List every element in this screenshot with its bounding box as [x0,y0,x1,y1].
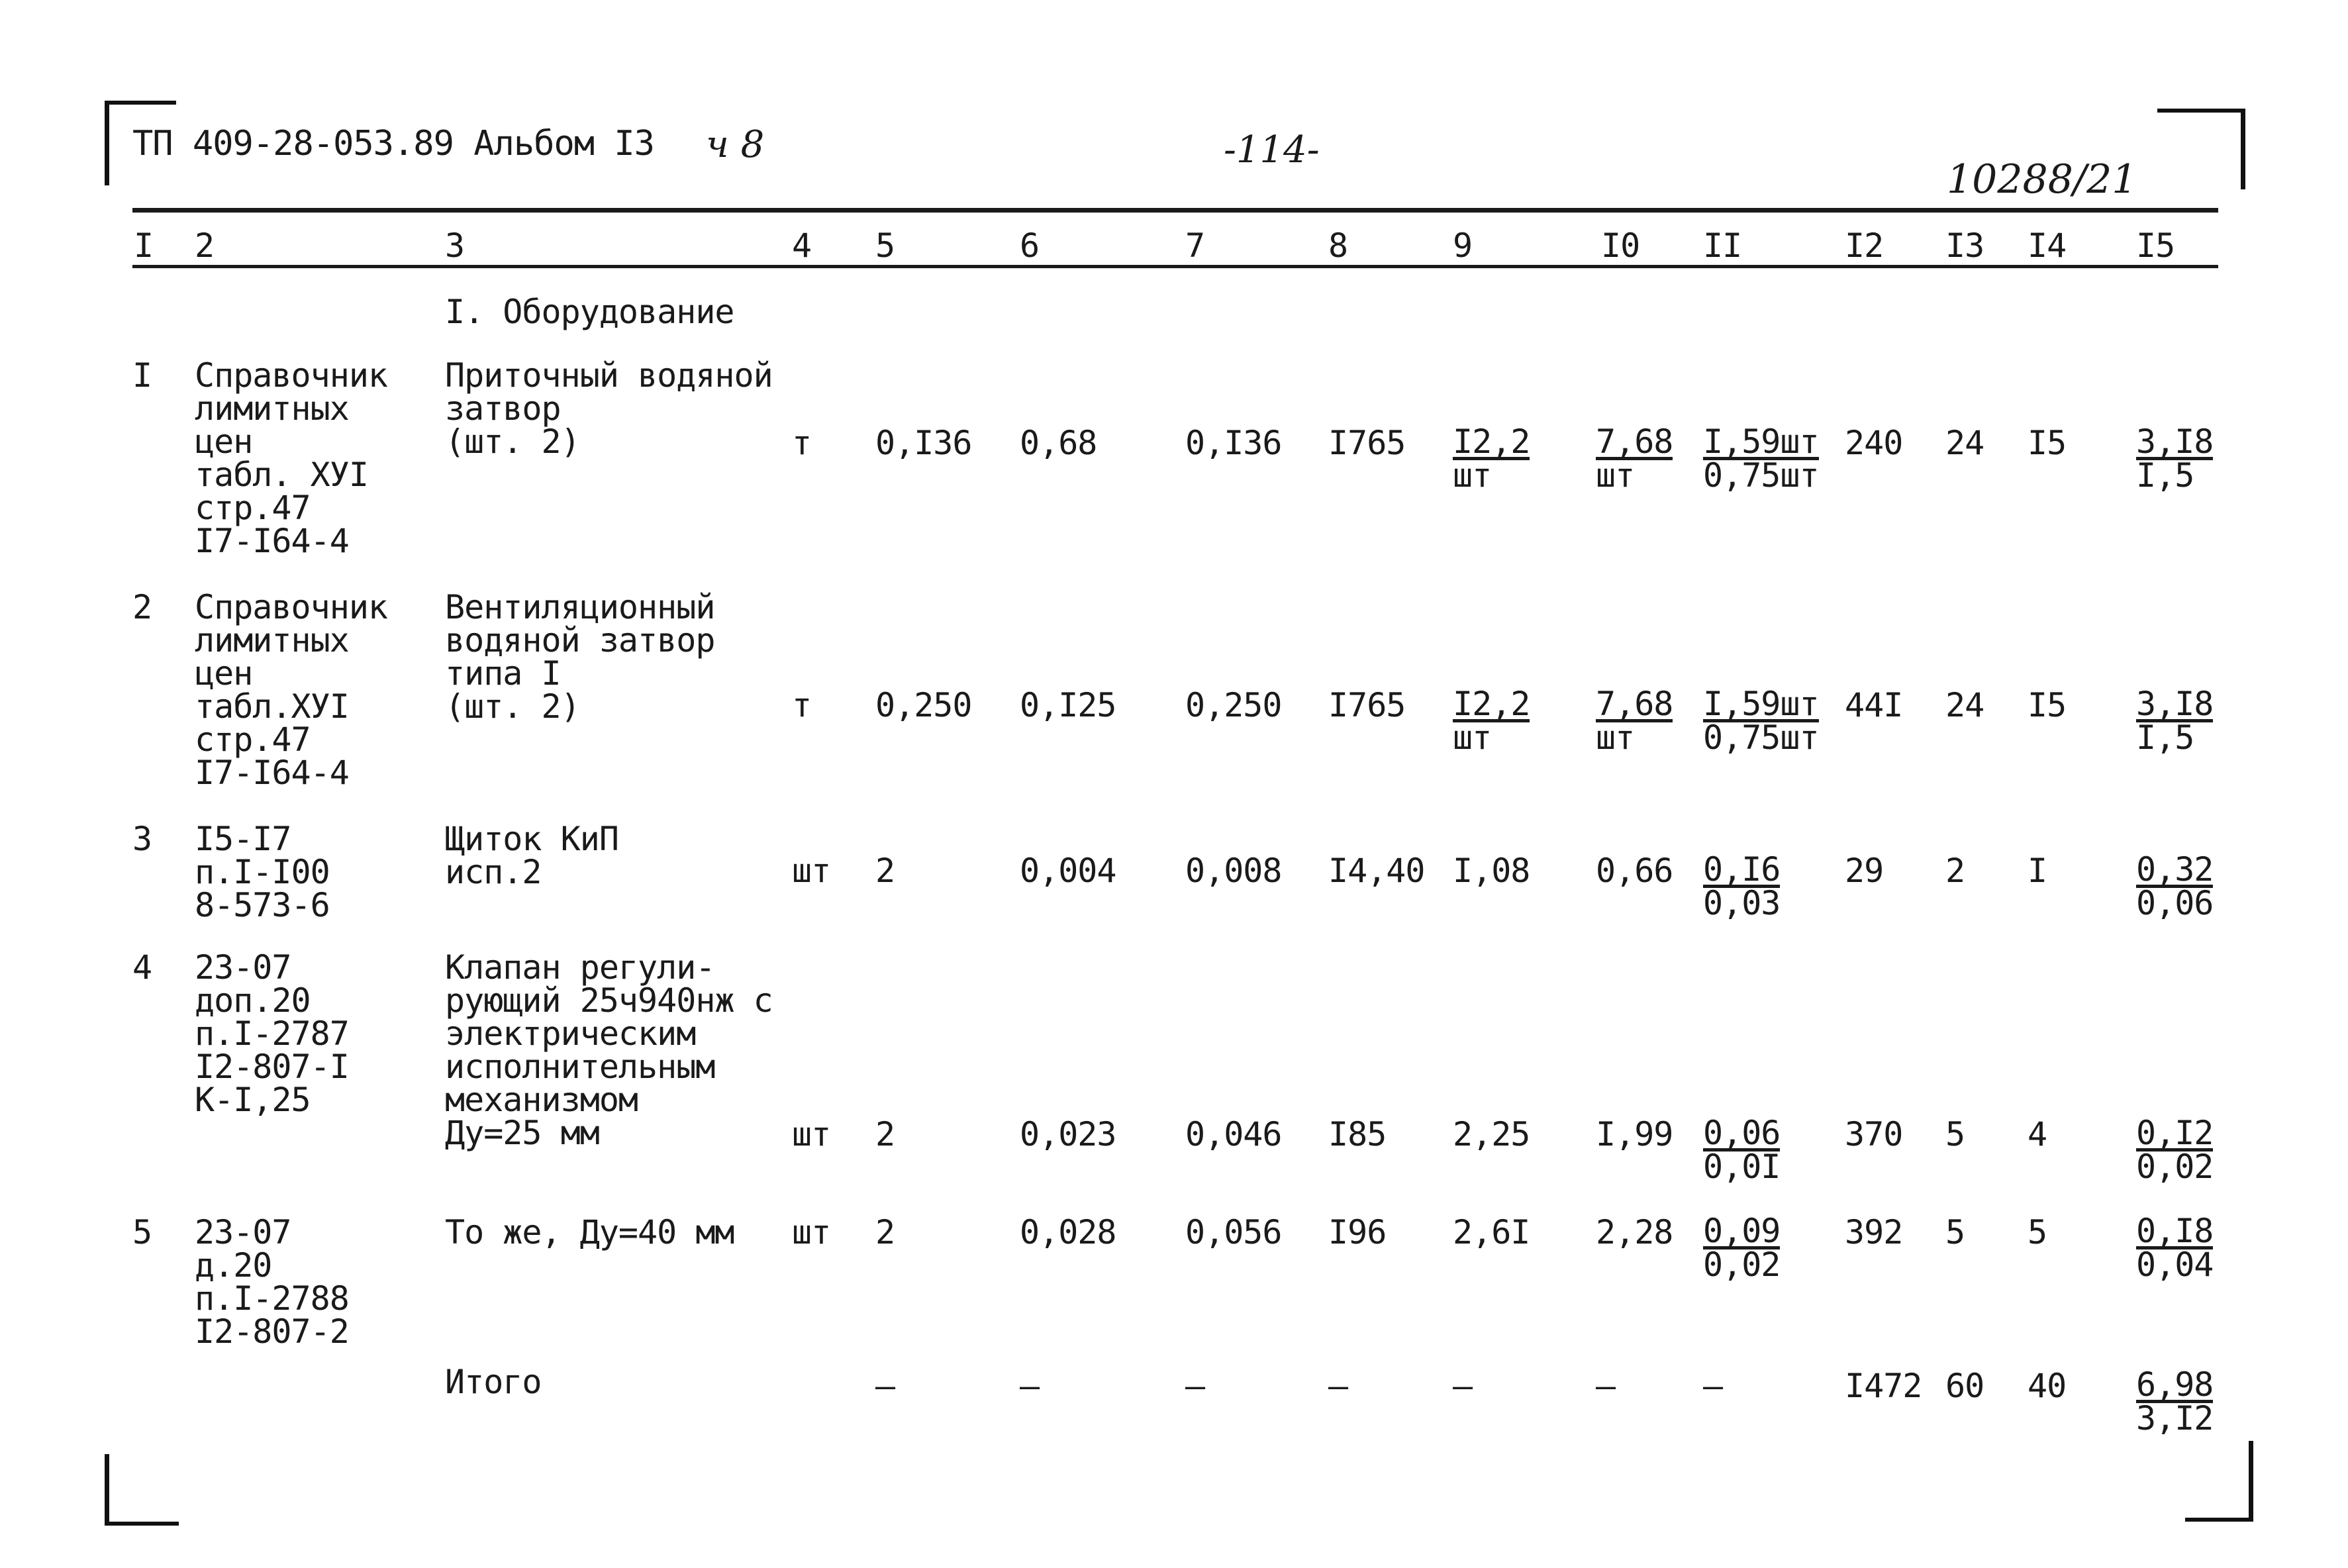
dash: – [1020,1367,1040,1405]
fraction-numerator: 6,98 [2136,1365,2214,1404]
cell-c14: 5 [2028,1213,2047,1251]
unit: т [792,424,812,462]
document-code: ТП 409-28-053.89 Альбом I3 [132,124,654,164]
corner-bracket-top-right [2157,109,2245,113]
cell-c5: 0,250 [875,686,972,724]
fraction-numerator: I2,2 [1453,685,1530,723]
column-number: I4 [2028,226,2067,265]
fraction-numerator: 0,I2 [2136,1114,2214,1152]
fraction-numerator: I,59шт [1703,422,1819,461]
cell-c9: 2,6I [1453,1213,1530,1251]
cell-c5: 2 [875,1115,895,1153]
fraction-numerator: 7,68 [1596,422,1673,461]
cell-c7: 0,056 [1185,1213,1282,1251]
fraction-numerator: 0,09 [1703,1212,1781,1250]
item-name: Приточный водяной затвор (шт. 2) [445,356,773,461]
fraction-denominator: 0,06 [2136,884,2214,922]
fraction-numerator: 0,I8 [2136,1212,2214,1250]
cell-c12: 392 [1845,1213,1903,1251]
cell-c6: 0,I25 [1020,686,1116,724]
corner-bracket-bottom-left [105,1454,109,1526]
source-reference: Справочник лимитных цен табл.ХУI стр.47 I7-I64-4 [195,588,388,792]
column-number: 8 [1328,226,1348,265]
fraction-denominator: шт [1596,456,1635,495]
fraction-denominator: 0,04 [2136,1246,2214,1284]
column-number: I3 [1945,226,1984,265]
header-rule-top [132,208,2218,213]
source-reference: Справочник лимитных цен табл. ХУI стр.47 I7-I64-4 [195,356,388,560]
fraction-denominator: 0,02 [2136,1148,2214,1186]
total-c13: 60 [1945,1367,1984,1405]
column-number: 2 [195,226,215,265]
row-number: 5 [132,1213,152,1251]
cell-c14: 4 [2028,1115,2047,1153]
fraction-denominator: 0,03 [1703,884,1781,922]
fraction-numerator: 0,I6 [1703,850,1781,889]
fraction-denominator: 0,0I [1703,1148,1781,1186]
column-number: I [134,226,154,265]
corner-bracket-top-right [2241,109,2245,189]
fraction-denominator: I,5 [2136,456,2194,495]
part-note: ч 8 [706,123,765,166]
cell-c12: 370 [1845,1115,1903,1153]
cell-c8: I96 [1328,1213,1387,1251]
cell-c11-fraction [1703,422,1819,495]
cell-c6: 0,023 [1020,1115,1116,1153]
item-name: Клапан регули- рующий 25ч940нж с электрическим исполнительным механизмом Ду=25 мм [445,948,773,1152]
cell-c7: 0,046 [1185,1115,1282,1153]
cell-c13: 24 [1945,686,1984,724]
cell-c7: 0,I36 [1185,424,1282,462]
cell-c11-fraction [1703,1212,1781,1284]
cell-c7: 0,008 [1185,852,1282,890]
cell-c11-fraction [1703,1114,1781,1186]
fraction-denominator: 0,75шт [1703,456,1819,495]
row-number: 2 [132,588,152,626]
unit: шт [792,1115,831,1153]
row-number: I [132,356,152,395]
total-c15-fraction [2136,1365,2214,1438]
cell-c11-fraction [1703,685,1819,757]
page-number: -114- [1224,128,1320,172]
column-number: 5 [875,226,895,265]
cell-c10: 0,66 [1596,852,1673,890]
cell-c10-fraction [1596,422,1673,495]
fraction-numerator: 0,32 [2136,850,2214,889]
cell-c10: 2,28 [1596,1213,1673,1251]
fraction-denominator: шт [1453,718,1492,757]
column-number: II [1703,226,1742,265]
cell-c8: I765 [1328,424,1406,462]
cell-c9-fraction [1453,685,1530,757]
corner-bracket-bottom-right [2185,1518,2253,1522]
cell-c12: 240 [1845,424,1903,462]
cell-c12: 44I [1845,686,1903,724]
total-c12: I472 [1845,1367,1922,1405]
cell-c8: I4,40 [1328,852,1425,890]
item-name: Щиток КиП исп.2 [445,820,618,891]
cell-c9: I,08 [1453,852,1530,890]
cell-c5: 0,I36 [875,424,972,462]
column-number: I5 [2136,226,2175,265]
fraction-denominator: 0,75шт [1703,718,1819,757]
column-number: I2 [1845,226,1884,265]
row-number: 3 [132,820,152,858]
item-name: То же, Ду=40 мм [445,1213,734,1251]
cell-c8: I765 [1328,686,1406,724]
cell-c14: I5 [2028,424,2067,462]
dash: – [1453,1367,1473,1405]
cell-c6: 0,004 [1020,852,1116,890]
dash: – [1328,1367,1348,1405]
item-name: Вентиляционный водяной затвор типа I (шт. 2) [445,588,715,726]
column-number: 9 [1453,226,1473,265]
cell-c14: I5 [2028,686,2067,724]
cell-c15-fraction [2136,850,2214,922]
cell-c6: 0,028 [1020,1213,1116,1251]
cell-c9-fraction [1453,422,1530,495]
inventory-number: 10288/21 [1947,156,2137,203]
corner-bracket-top-left [105,101,176,105]
source-reference: I5-I7 п.I-I00 8-573-6 [195,820,330,924]
dash: – [1185,1367,1205,1405]
dash: – [1703,1367,1723,1405]
column-number: 7 [1185,226,1205,265]
dash: – [875,1367,895,1405]
cell-c6: 0,68 [1020,424,1097,462]
cell-c8: I85 [1328,1115,1387,1153]
dash: – [1596,1367,1616,1405]
fraction-numerator: 0,06 [1703,1114,1781,1152]
fraction-numerator: I,59шт [1703,685,1819,723]
cell-c15-fraction [2136,1114,2214,1186]
total-label: Итого [445,1363,542,1401]
cell-c5: 2 [875,852,895,890]
fraction-denominator: 3,I2 [2136,1399,2214,1438]
row-number: 4 [132,948,152,987]
total-c14: 40 [2028,1367,2067,1405]
fraction-denominator: шт [1596,718,1635,757]
cell-c7: 0,250 [1185,686,1282,724]
cell-c13: 2 [1945,852,1965,890]
section-title: I. Оборудование [445,293,734,331]
cell-c10: I,99 [1596,1115,1673,1153]
unit: шт [792,852,831,890]
column-number: 6 [1020,226,1040,265]
fraction-denominator: шт [1453,456,1492,495]
fraction-denominator: 0,02 [1703,1246,1781,1284]
column-number: 4 [792,226,812,265]
fraction-numerator: 3,I8 [2136,685,2214,723]
corner-bracket-top-left [105,101,109,185]
cell-c15-fraction [2136,685,2214,757]
source-reference: 23-07 доп.20 п.I-2787 I2-807-I К-I,25 [195,948,349,1119]
cell-c5: 2 [875,1213,895,1251]
cell-c10-fraction [1596,685,1673,757]
corner-bracket-bottom-left [105,1522,179,1526]
fraction-numerator: 7,68 [1596,685,1673,723]
source-reference: 23-07 д.20 п.I-2788 I2-807-2 [195,1213,349,1351]
cell-c14: I [2028,852,2047,890]
cell-c12: 29 [1845,852,1884,890]
cell-c11-fraction [1703,850,1781,922]
unit: т [792,686,812,724]
cell-c13: 24 [1945,424,1984,462]
column-number: 3 [445,226,465,265]
header-rule-bottom [132,265,2218,268]
cell-c13: 5 [1945,1115,1965,1153]
corner-bracket-bottom-right [2249,1441,2253,1522]
fraction-numerator: I2,2 [1453,422,1530,461]
column-number: I0 [1601,226,1640,265]
cell-c15-fraction [2136,422,2214,495]
fraction-numerator: 3,I8 [2136,422,2214,461]
cell-c13: 5 [1945,1213,1965,1251]
cell-c9: 2,25 [1453,1115,1530,1153]
fraction-denominator: I,5 [2136,718,2194,757]
unit: шт [792,1213,831,1251]
cell-c15-fraction [2136,1212,2214,1284]
